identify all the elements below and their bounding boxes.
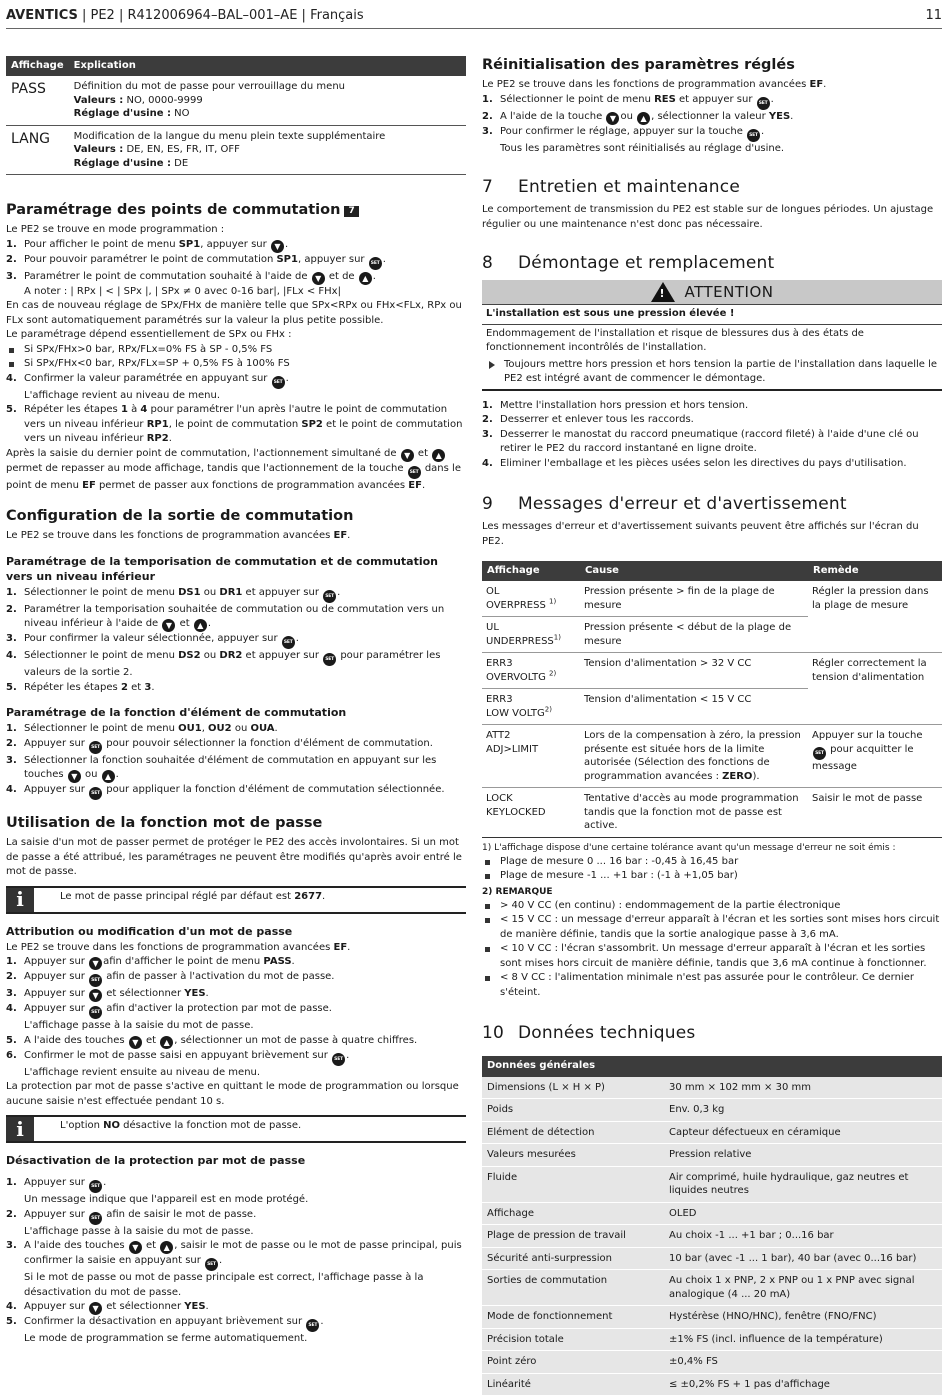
up-key-icon: ▲ — [359, 272, 372, 285]
spec-value: ≤ ±0,2% FS + 1 pas d'affichage — [664, 1373, 942, 1396]
list-item: Si SPx/FHx<0 bar, RPx/FLx=SP + 0,5% FS à 100% FS — [6, 357, 466, 372]
set-key-icon: SET — [205, 1258, 218, 1271]
spec-label: Plage de pression de travail — [482, 1225, 664, 1248]
list-item: Si SPx/FHx>0 bar, RPx/FLx=0% FS à SP - 0,5% FS — [6, 343, 466, 358]
down-key-icon: ▼ — [89, 989, 102, 1002]
error-table — [482, 561, 942, 838]
explanation-cell — [69, 76, 466, 125]
table-row — [482, 1225, 942, 1248]
set-key-icon: SET — [747, 129, 760, 142]
down-key-icon: ▼ — [271, 240, 284, 253]
list-item: 3. Pour confirmer le réglage, appuyer sur la touche SET . Tous les paramètres sont réinitialisés au réglage d'usine. — [482, 125, 785, 154]
down-key-icon: ▼ — [401, 449, 414, 462]
set-key-icon: SET — [306, 1319, 319, 1332]
chapter-title-maintenance: 7 Entretien et maintenance — [482, 177, 740, 197]
down-key-icon: ▼ — [606, 112, 619, 125]
list-item: < 8 V CC : l'alimentation minimale n'est pas assurée pour le contrôleur. Ce dernier s'éteint. — [482, 971, 942, 1000]
list-item: 3. Desserrer le manostat du raccord pneumatique (raccord fileté) à l'aide d'une clé ou retirer le PE2 du raccord instantané en ligne droite. — [482, 428, 919, 454]
table-row — [482, 1247, 942, 1270]
list-item: 1. Appuyer sur ▼ afin d'afficher le point de menu PASS. — [6, 956, 295, 968]
steps-list — [6, 722, 466, 800]
technical-data-table — [482, 1056, 942, 1396]
spec-label: Valeurs mesurées — [482, 1144, 664, 1167]
steps-list — [6, 586, 466, 696]
table-row — [482, 1351, 942, 1374]
list-item: 5. Répéter les étapes 1 à 4 pour paramétrer l'un après l'autre le point de commutation vers un niveau inférieur RP1, le point de commutation SP2 et le point de commutation vers un niveau inférieur RP2. — [6, 404, 463, 444]
set-key-icon: SET — [332, 1053, 345, 1066]
set-key-icon: SET — [89, 1006, 102, 1019]
list-item: 3. Appuyer sur ▼ et sélectionner YES. — [6, 988, 209, 1000]
list-item: < 10 V CC : l'écran s'assombrit. Un message d'erreur apparaît à l'écran et les sorties sont mises hors circuit de manière définie, tandis que 3,6 mA continue à fonctionner. — [482, 942, 942, 971]
chapter-title-technical-data: 10 Données techniques — [482, 1023, 696, 1043]
subsection-title: Désactivation de la protection par mot de passe — [6, 1154, 306, 1167]
col-header-display: Affichage — [482, 561, 580, 581]
spec-label: Elément de détection — [482, 1121, 664, 1144]
set-key-icon: SET — [323, 653, 336, 666]
list-item: 2. Appuyer sur SET afin de passer à l'activation du mot de passe. — [6, 970, 466, 987]
list-item: 1. Sélectionner le point de menu DS1 ou DR1 et appuyer sur SET . — [6, 586, 466, 603]
paragraph: Les messages d'erreur et d'avertissement suivants peuvent être affichés sur l'écran du PE2. — [482, 521, 919, 547]
table-row — [6, 76, 466, 125]
table-row — [482, 1328, 942, 1351]
list-item: > 40 V CC (en continu) : endommagement de la partie électronique — [482, 899, 942, 914]
bullet-list — [6, 343, 466, 372]
down-key-icon: ▼ — [129, 1036, 142, 1049]
down-key-icon: ▼ — [68, 770, 81, 783]
down-key-icon: ▼ — [162, 619, 175, 632]
spec-value: OLED — [664, 1202, 942, 1225]
warning-body: Endommagement de l'installation et risque de blessures dus à des états de fonctionnement incontrôlés de l'installation. — [486, 327, 864, 353]
table-row: OL OVERPRESS $^{1)}$ Pression présente > fin de la plage de mesure Régler la pression dans la plage de mesure — [482, 581, 942, 617]
down-key-icon: ▼ — [312, 272, 325, 285]
values-label: Valeurs : — [73, 94, 124, 106]
section-title-text: Paramétrage des points de commutation — [6, 202, 341, 218]
spec-value: Env. 0,3 kg — [664, 1099, 942, 1122]
header-divider — [6, 28, 942, 29]
paragraph: Le PE2 se trouve dans les fonctions de programmation avancées EF. — [6, 941, 351, 953]
spec-value: Capteur défectueux en céramique — [664, 1121, 942, 1144]
table-row — [482, 1306, 942, 1329]
brand: AVENTICS — [6, 8, 78, 23]
list-item: 5. A l'aide des touches ▼ et ▲ , sélectionner un mot de passe à quatre chiffres. — [6, 1034, 418, 1047]
right-column — [482, 52, 942, 1396]
spec-label: Sorties de commutation — [482, 1270, 664, 1306]
steps-list — [482, 399, 942, 472]
paragraph: Le paramétrage dépend essentiellement de SPx ou FHx : — [6, 329, 292, 340]
page-header — [6, 7, 942, 25]
up-key-icon: ▲ — [432, 449, 445, 462]
info-box: i Le mot de passe principal réglé par défaut est 2677. — [6, 886, 466, 914]
table-row: LOCK KEYLOCKED Tentative d'accès au mode programmation tandis que la fonction mot de passe est active. Saisir le mot de passe — [482, 788, 942, 838]
info-icon: i — [6, 1117, 34, 1141]
down-key-icon: ▼ — [89, 957, 102, 970]
display-code: PASS — [6, 76, 69, 125]
doc-reference: | PE2 | R412006964–BAL–001–AE | Français — [77, 8, 364, 23]
warning-triangle-icon: ! — [651, 282, 675, 302]
info-box: i L'option NO désactive la fonction mot de passe. — [6, 1115, 466, 1143]
list-item: 1. Pour afficher le point de menu SP1, appuyer sur ▼ . — [6, 238, 289, 251]
paragraph: Le comportement de transmission du PE2 est stable sur de longues périodes. Un ajustage régulier ou une maintenance n'est donc pas nécessaire. — [482, 204, 934, 230]
table-row: ATT2 ADJ>LIMIT Lors de la compensation à zéro, la pression présente est située hors de la limite autorisée (Sélection des fonctions de programmation avancées : ZERO). Appuyer sur la touche SET pour acquitter le message — [482, 725, 942, 788]
table-row: ERR3 OVERVOLTG $^{2)}$ Tension d'alimentation > 32 V CC Régler correctement la tension d'alimentation — [482, 653, 942, 689]
list-item: Plage de mesure -1 ... +1 bar : (-1 à +1,05 bar) — [482, 869, 942, 884]
up-key-icon: ▲ — [160, 1036, 173, 1049]
set-key-icon: SET — [369, 257, 382, 270]
up-key-icon: ▲ — [160, 1241, 173, 1254]
list-item: 3. Pour confirmer la valeur sélectionnée, appuyer sur SET . — [6, 632, 466, 649]
paragraph: Le PE2 se trouve dans les fonctions de programmation avancées EF. — [482, 79, 827, 90]
spec-value: ±0,4% FS — [664, 1351, 942, 1374]
steps-list — [6, 238, 466, 300]
spec-label: Mode de fonctionnement — [482, 1306, 664, 1329]
table-row: ERR3 LOW VOLTG$^{2)}$ Tension d'alimentation < 15 V CC — [482, 689, 942, 725]
spec-value: Au choix 1 x PNP, 2 x PNP ou 1 x PNP avec signal analogique (4 ... 20 mA) — [664, 1270, 942, 1306]
table-row — [482, 1270, 942, 1306]
figure-badge: 7 — [344, 206, 358, 217]
display-table — [6, 56, 466, 175]
spec-value: ±1% FS (incl. influence de la température) — [664, 1328, 942, 1351]
table-row — [482, 1144, 942, 1167]
subsection-title: Paramétrage de la temporisation de commutation et de commutation vers un niveau inférieur — [6, 554, 439, 583]
spec-label: Linéarité — [482, 1373, 664, 1396]
explanation-cell — [69, 125, 466, 175]
factory-label: Réglage d'usine : — [73, 108, 171, 119]
section-title-output-config: Configuration de la sortie de commutation — [6, 508, 354, 524]
set-key-icon: SET — [89, 1180, 102, 1193]
display-code: LANG — [6, 125, 69, 175]
page-number: 11 — [925, 8, 942, 23]
table-row — [482, 1099, 942, 1122]
list-item: 4. Appuyer sur SET afin d'activer la protection par mot de passe. L'affichage passe à la saisie du mot de passe. — [6, 1003, 332, 1031]
spec-value: 10 bar (avec -1 ... 1 bar), 40 bar (avec 0...16 bar) — [664, 1247, 942, 1270]
footnotes: 1) L'affichage dispose d'une certaine tolérance avant qu'un message d'erreur ne soit émis : Plage de mesure 0 ... 16 bar : -0,45 à 16,45 bar Plage de mesure -1 ... +1 bar : (-1 à +1,05 bar) 2) REMARQUE > 40 V CC (en continu) : endommagement de la partie électronique < 15 V CC : un message d'erreur apparaît à l'écran et les sorties sont mises hors circuit de manière définie, tandis que la sortie analogique passe à 3,6 mA. < 10 V CC : l'écran s'assombrit. Un message d'erreur apparaît à l'écran et les sorties sont mises hors circuit de manière définie, tandis que 3,6 mA continue à fonctionner. < 8 V CC : l'alimentation minimale n'est pas assurée pour le contrôleur. Ce dernier s'éteint. — [482, 842, 942, 1001]
set-key-icon: SET — [89, 974, 102, 987]
warning-label: ATTENTION — [684, 282, 774, 301]
set-key-icon: SET — [813, 747, 826, 760]
list-item: 2. Appuyer sur SET afin de saisir le mot de passe. L'affichage passe à la saisie du mot de passe. — [6, 1208, 257, 1237]
list-item: 2. Appuyer sur SET pour pouvoir sélectionner la fonction d'élément de commutation. — [6, 737, 466, 754]
table-header: Données générales — [482, 1056, 942, 1077]
list-item: 2. Desserrer et enlever tous les raccords. — [482, 414, 694, 425]
list-item: Plage de mesure 0 ... 16 bar : -0,45 à 16,45 bar — [482, 855, 942, 870]
factory-text: DE — [170, 157, 189, 169]
spec-value: Hystérèse (HNO/HNC), fenêtre (FNO/FNC) — [664, 1306, 942, 1329]
col-header-display: Affichage — [6, 56, 69, 76]
values-text: DE, EN, ES, FR, IT, OFF — [123, 144, 240, 155]
set-key-icon: SET — [757, 97, 770, 110]
spec-label: Point zéro — [482, 1351, 664, 1374]
paragraph: La protection par mot de passe s'active en quittant le mode de programmation ou lorsque aucune saisie n'est effectuée pendant 10 s. — [6, 1081, 459, 1107]
factory-label: Réglage d'usine : — [73, 157, 171, 169]
list-item: 1. Sélectionner le point de menu OU1, OU2 ou OUA. — [6, 723, 278, 734]
list-item: 4. Appuyer sur SET pour appliquer la fonction d'élément de commutation sélectionnée. — [6, 783, 466, 800]
down-key-icon: ▼ — [129, 1241, 142, 1254]
list-item: 2. A l'aide de la touche ▼ ou ▲ , sélectionner la valeur YES. — [482, 110, 794, 123]
list-item: 1. Appuyer sur SET . Un message indique que l'appareil est en mode protégé. — [6, 1177, 309, 1205]
info-icon: i — [6, 888, 34, 912]
subsection-title: Attribution ou modification d'un mot de passe — [6, 924, 293, 938]
paragraph: Le PE2 se trouve en mode programmation : — [6, 224, 225, 235]
table-row — [482, 1121, 942, 1144]
explanation-text: Modification de la langue du menu plein texte supplémentaire — [73, 130, 386, 142]
list-item: 3. Paramétrer le point de commutation souhaité à l'aide de ▼ et de ▲ . A noter : | RPx | < | SPx |, | SPx ≠ 0 avec 0-16 bar|, |FLx < FHx| — [6, 270, 376, 297]
spec-value: 30 mm × 102 mm × 30 mm — [664, 1077, 942, 1099]
factory-text: NO — [170, 108, 190, 119]
up-key-icon: ▲ — [194, 619, 207, 632]
section-title-switch-points — [6, 201, 466, 219]
spec-label: Dimensions (L × H × P) — [482, 1077, 664, 1099]
paragraph: Après la saisie du dernier point de commutation, l'actionnement simultané de ▼ et ▲ permet de repasser au mode affichage, tandis que l'actionnement de la touche SET dans le point de menu EF permet de passer aux fonctions de programmation avancées EF. — [6, 447, 461, 491]
list-item: 2. Pour pouvoir paramétrer le point de commutation SP1, appuyer sur SET . — [6, 253, 466, 270]
section-title-reset: Réinitialisation des paramètres réglés — [482, 57, 795, 73]
set-key-icon: SET — [323, 590, 336, 603]
chapter-title-disassembly: 8 Démontage et remplacement — [482, 253, 775, 273]
steps-list — [6, 372, 466, 447]
set-key-icon: SET — [282, 636, 295, 649]
spec-label: Précision totale — [482, 1328, 664, 1351]
set-key-icon: SET — [272, 376, 285, 389]
spec-value: Au choix -1 ... +1 bar ; 0...16 bar — [664, 1225, 942, 1248]
note-text: A noter : | RPx | < | SPx |, | SPx ≠ 0 avec 0-16 bar|, |FLx < FHx| — [24, 285, 341, 297]
table-row: UL UNDERPRESS$^{1)}$ Pression présente < début de la plage de mesure — [482, 617, 942, 653]
warning-box — [482, 280, 942, 391]
list-item: 5. Répéter les étapes 2 et 3. — [6, 681, 155, 693]
paragraph: Le PE2 se trouve dans les fonctions de programmation avancées EF. — [6, 530, 351, 541]
warning-action: Toujours mettre hors pression et hors tension la partie de l'installation dans laquelle le PE2 est intégré avant de commencer le démontage. — [482, 358, 942, 389]
steps-list — [482, 93, 942, 157]
col-header-cause: Cause — [580, 561, 808, 581]
set-key-icon: SET — [408, 466, 421, 479]
table-row — [482, 1202, 942, 1225]
paragraph: En cas de nouveau réglage de SPx/FHx de manière telle que SPx<RPx ou FHx<FLx, RPx ou FLx sont automatiquement paramétrés sur la valeur la plus petite possible. — [6, 300, 462, 326]
list-item: 4. Sélectionner le point de menu DS2 ou DR2 et appuyer sur SET pour paramétrer les valeurs de la sortie 2. — [6, 650, 441, 678]
set-key-icon: SET — [89, 1212, 102, 1225]
list-item: 2. Paramétrer la temporisation souhaitée de commutation ou de commutation vers un niveau inférieur à l'aide de ▼ et ▲ . — [6, 603, 445, 630]
list-item: 4. Eliminer l'emballage et les pièces usées selon les directives du pays d'utilisation. — [482, 457, 907, 469]
spec-label: Sécurité anti-surpression — [482, 1247, 664, 1270]
left-column — [6, 56, 466, 1347]
table-row — [482, 1077, 942, 1099]
list-item: 6. Confirmer le mot de passe saisi en appuyant brièvement sur SET . L'affichage revient ensuite au niveau de menu. — [6, 1049, 350, 1078]
warning-heading: L'installation est sous une pression élevée ! — [486, 308, 735, 319]
up-key-icon: ▲ — [102, 770, 115, 783]
subsection-title: Paramétrage de la fonction d'élément de commutation — [6, 706, 347, 719]
table-row — [482, 1166, 942, 1202]
values-text: NO, 0000-9999 — [123, 94, 203, 106]
table-row — [482, 1373, 942, 1396]
list-item: 5. Confirmer la désactivation en appuyant brièvement sur SET . Le mode de programmation se ferme automatiquement. — [6, 1316, 324, 1344]
list-item: 1. Mettre l'installation hors pression et hors tension. — [482, 399, 749, 411]
spec-label: Affichage — [482, 1202, 664, 1225]
list-item: 3. Sélectionner la fonction souhaitée d'élément de commutation en appuyant sur les touches ▼ ou ▲ . — [6, 754, 437, 781]
spec-label: Poids — [482, 1099, 664, 1122]
paragraph: La saisie d'un mot de passer permet de protéger le PE2 des accès involontaires. Si un mot de passe a été attribué, les paramétrages ne peuvent être modifiés qu'après avoir entré le mot de passe. — [6, 837, 462, 877]
col-header-remedy: Remède — [808, 561, 942, 581]
explanation-text: Définition du mot de passe pour verrouillage du menu — [73, 81, 345, 92]
set-key-icon: SET — [89, 741, 102, 754]
values-label: Valeurs : — [73, 144, 124, 155]
spec-value: Air comprimé, huile hydraulique, gaz neutres et liquides neutres — [664, 1166, 942, 1202]
table-row — [6, 125, 466, 175]
spec-label: Fluide — [482, 1166, 664, 1202]
up-key-icon: ▲ — [637, 112, 650, 125]
list-item: 3. A l'aide des touches ▼ et ▲ , saisir le mot de passe ou le mot de passe principal, puis confirmer la saisie en appuyant sur SET . Si le mot de passe ou mot de passe principale est correct, l'affichage passe à la désactivation du mot de passe. — [6, 1240, 462, 1298]
section-title-password: Utilisation de la fonction mot de passe — [6, 815, 323, 831]
steps-list — [6, 1176, 466, 1347]
chapter-title-errors: 9 Messages d'erreur et d'avertissement — [482, 494, 847, 514]
spec-value: Pression relative — [664, 1144, 942, 1167]
down-key-icon: ▼ — [89, 1302, 102, 1315]
list-item: < 15 V CC : un message d'erreur apparaît à l'écran et les sorties sont mises hors circuit de manière définie, tandis que la sortie analogique passe à 3,6 mA. — [482, 913, 942, 942]
steps-list — [6, 955, 466, 1080]
list-item: 4. Appuyer sur ▼ et sélectionner YES. — [6, 1301, 209, 1313]
col-header-explanation: Explication — [69, 56, 466, 76]
list-item: 1. Sélectionner le point de menu RES et appuyer sur SET . — [482, 93, 942, 110]
set-key-icon: SET — [89, 787, 102, 800]
list-item: 4. Confirmer la valeur paramétrée en appuyant sur SET . L'affichage revient au niveau de menu. — [6, 372, 289, 401]
